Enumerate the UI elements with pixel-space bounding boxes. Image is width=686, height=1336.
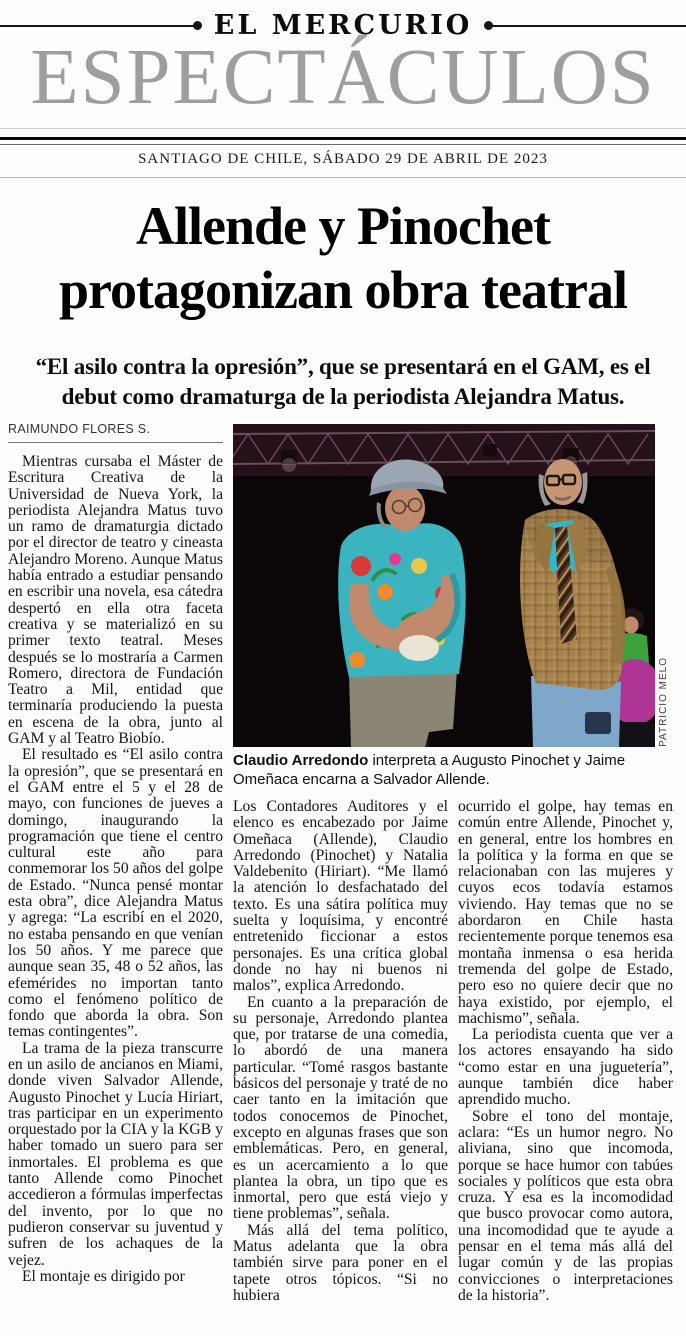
divider-thin-top: [0, 128, 686, 129]
masthead-rule-right: [486, 25, 686, 27]
column-middle: [233, 799, 448, 1304]
caption-text: interpreta a Augusto Pinochet y Jaime Omeñaca encarna a Salvador Allende.: [233, 752, 626, 788]
subheadline: [8, 352, 678, 412]
body-paragraph: La periodista cuenta que ver a los actores ensayando ha sido “como estar en una juguetería”, aunque también dice haber aprendido mucho.: [458, 1026, 673, 1109]
body-paragraph: El resultado es “El asilo contra la opresión”, que se presentará en el GAM entre el 5 y el 28 de mayo, con funciones de jueves a domingo, inaugurando la programación que tiene el centro cultural este año para conmemorar los 50 años del golpe de Estado. “Nunca pensé montar esta obra”, dice Alejandra Matus y agrega: “La escribí en el 2020, no estaba pensando en que venían los 50 años. Y me parece que aunque sean 35, 48 o 52 años, las efemérides no importan tanto como el fenómeno político de fondo que aborda la obra. Son temas contingentes”.: [8, 746, 223, 1041]
body-paragraph: La trama de la pieza transcurre en un asilo de ancianos en Miami, donde viven Salvador Allende, Augusto Pinochet y Lucía Hiriart, tras participar en un experimento orquestado por la CIA y la KGB y haber tomado un suero para ser inmortales. El problema es que tanto Allende como Pinochet accedieron a fórmulas imperfectas del invento, por lo que no pudieron conservar su juventud y sufren de los achaques de la vejez.: [8, 1039, 223, 1269]
body-paragraph: Los Contadores Auditores y el elenco es encabezado por Jaime Omeñaca (Allende), Claudio Arredondo (Pinochet) y Natalia Valdebenito (Hiriart). “Me llamó la atención lo desfachatado del texto. Es una sátira política muy suelta y loquísima, y encontré entretenido ficcionar a estos personajes. Es una crítica global donde no hay ni buenos ni malos”, explica Arredondo.: [233, 798, 448, 995]
headline-line1: Allende y Pinochet: [136, 196, 550, 256]
body-paragraph: Mientras cursaba el Máster de Escritura Creativa de la Universidad de Nueva York, la periodista Alejandra Matus tuvo un ramo de dramaturgia dictado por el director de teatro y cineasta Alejandro Moreno. Aunque Matus había entrado a estudiar pensando en escribir una novela, esa cátedra despertó en ella otra faceta creativa y se materializó en su primer texto teatral. Meses después se lo mostraría a Carmen Romero, directora de Fundación Teatro a Mil, entidad que terminaría produciendo la puesta en escena de la obra, junto al GAM y al Teatro Biobío.: [8, 453, 223, 748]
masthead-brand: EL MERCURIO: [213, 10, 473, 41]
subheadline-line1: “El asilo contra la opresión”, que se presentará en el GAM, es el: [35, 354, 651, 379]
body-paragraph: ocurrido el golpe, hay temas en común entre Allende, Pinochet y, en general, entre los hombres en la política y la forma en que se relacionaban con las mujeres y cuyos ecos todavía estamos viviendo. Hay temas que no se abordaron en Chile hasta recientemente porque tenemos esa montaña inmensa o esa herida tremenda del golpe de Estado, pero eso no quiere decir que no haya existido, por ejemplo, el machismo”, señala.: [458, 798, 673, 1027]
caption-actor-name: Claudio Arredondo: [233, 752, 369, 769]
masthead-rule-left: [0, 25, 200, 27]
body-paragraph: Más allá del tema político, Matus adelanta que la obra también sirve para poner en el tapete otros tópicos. “Si no hubiera: [233, 1221, 448, 1304]
subheadline-line2: debut como dramaturga de la periodista Alejandra Matus.: [61, 384, 625, 409]
divider-thin: [0, 144, 686, 145]
divider-thick: [0, 137, 686, 140]
photo-caption: [233, 751, 665, 789]
body-paragraph: El montaje es dirigido por: [22, 1267, 185, 1285]
article-photo: [233, 424, 655, 747]
body-paragraph: En cuanto a la preparación de su personaje, Arredondo plantea que, por tratarse de una comedia, lo abordó de una manera particular. “Tomé rasgos bastante básicos del personaje y traté de no caer tanto en la imitación que todos conocemos de Pinochet, excepto en algunas frases que son emblemáticas. Pero, en general, es un acercamiento a lo que plantea la obra, un tipo que es inmortal, pero que está viejo y tiene problemas”, señala.: [233, 993, 448, 1223]
stage-photo-illustration: [233, 424, 655, 747]
body-paragraph: Sobre el tono del montaje, aclara: “Es un humor negro. No aliviana, sino que incomoda, porque se hace humor con tabúes sociales y políticos que esta obra cruza. Y esa es la incomodidad que busco provocar como autora, una incomodidad que te ayude a pensar en el tema más allá del lugar común y de las propias convicciones o interpretaciones de la historia”.: [458, 1107, 673, 1304]
headline-line2: protagonizan obra teatral: [59, 260, 627, 320]
headline: [0, 194, 686, 322]
column-right: [458, 799, 673, 1304]
divider-bottom: [0, 177, 686, 178]
dateline: SANTIAGO DE CHILE, SÁBADO 29 DE ABRIL DE 2023: [138, 151, 548, 167]
byline: RAIMUNDO FLORES S.: [8, 422, 223, 443]
section-title: ESPECTÁCULOS: [30, 34, 656, 121]
column-left: [8, 454, 223, 1285]
photo-credit: PATRICIO MELO: [658, 657, 669, 747]
